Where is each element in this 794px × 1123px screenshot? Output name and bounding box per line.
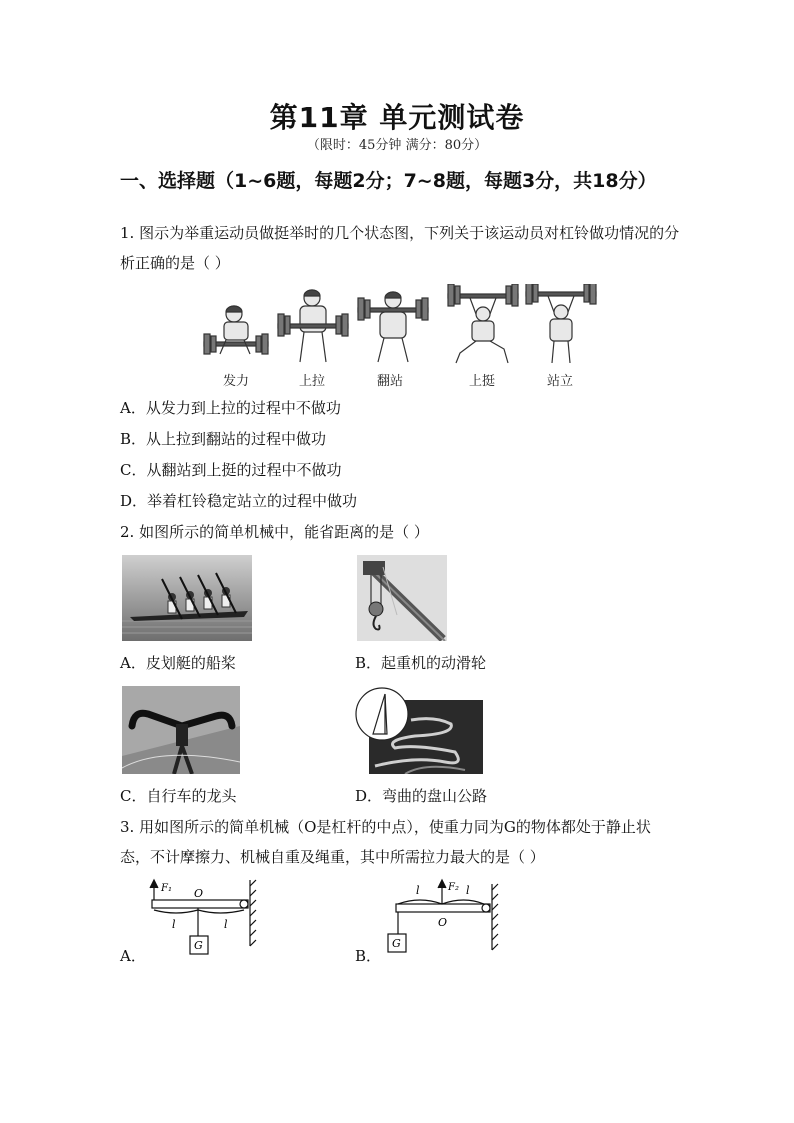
q2-option-a: A．皮划艇的船桨 xyxy=(120,654,236,672)
diagram-b-force-label: F₂ xyxy=(448,882,459,893)
q2-option-b: B．起重机的动滑轮 xyxy=(355,654,487,672)
lever-diagram-b xyxy=(380,876,510,960)
mountain-road-photo xyxy=(355,686,483,774)
diagram-b-pivot-label: O xyxy=(438,916,448,929)
section-heading: 一、选择题（1~6题，每题2分；7~8题，每题3分，共18分） xyxy=(120,170,657,192)
question-3 xyxy=(120,812,680,872)
exam-constraints: （限时：45分钟 满分：80分） xyxy=(306,138,488,153)
question-text: 用如图所示的简单机械（O是杠杆的中点），使重力同为G的物体都处于静止状态，不计摩擦力、机械自重及绳重，其中所需拉力最大的是（ ） xyxy=(120,818,651,866)
caption-jerk: 上挺 xyxy=(468,374,495,389)
bicycle-handlebar-photo xyxy=(122,686,240,774)
question-2 xyxy=(120,517,680,547)
diagram-a-length-right: l xyxy=(224,918,228,931)
lifter-jerk-figure xyxy=(448,284,518,363)
crane-pulley-photo xyxy=(357,555,447,641)
diagram-b-length-left: l xyxy=(416,884,420,897)
lifter-clean-figure xyxy=(358,292,428,362)
weightlifting-figure xyxy=(200,284,600,366)
q1-option-b: B．从上拉到翻站的过程中做功 xyxy=(120,430,327,448)
page-title: 第11章 单元测试卷 xyxy=(269,101,525,134)
diagram-a-force-label: F₁ xyxy=(161,883,172,894)
caption-clean: 翻站 xyxy=(376,374,403,389)
question-number: 3. xyxy=(120,818,135,836)
question-number: 1. xyxy=(120,224,135,242)
lifter-drive-figure xyxy=(204,306,268,354)
question-1 xyxy=(120,218,680,278)
q1-option-c: C．从翻站到上挺的过程中不做功 xyxy=(120,461,342,479)
diagram-b-length-right: l xyxy=(466,884,470,897)
lifter-pull-figure xyxy=(278,290,348,362)
q2-option-c: C．自行车的龙头 xyxy=(120,787,237,805)
lifter-stand-figure xyxy=(526,284,596,363)
question-text: 如图所示的简单机械中，能省距离的是（ ） xyxy=(139,523,429,541)
diagram-b-weight-label: G xyxy=(392,937,401,950)
diagram-a-weight-label: G xyxy=(194,939,203,952)
q2-option-d: D．弯曲的盘山公路 xyxy=(355,787,488,805)
q3-option-a: A． xyxy=(120,947,146,965)
q1-option-a: A．从发力到上拉的过程中不做功 xyxy=(120,399,341,417)
q1-option-d: D．举着杠铃稳定站立的过程中做功 xyxy=(120,492,358,510)
caption-drive: 发力 xyxy=(222,374,249,389)
caption-pull: 上拉 xyxy=(298,374,325,389)
q3-option-b: B． xyxy=(355,947,382,965)
question-text: 图示为举重运动员做挺举时的几个状态图，下列关于该运动员对杠铃做功情况的分析正确的是（ ） xyxy=(120,224,680,272)
caption-stand: 站立 xyxy=(546,374,573,389)
kayak-photo xyxy=(122,555,252,641)
question-number: 2. xyxy=(120,523,135,541)
diagram-a-length-left: l xyxy=(172,918,176,931)
diagram-a-pivot-label: O xyxy=(194,887,204,900)
lever-diagram-a xyxy=(140,876,270,960)
